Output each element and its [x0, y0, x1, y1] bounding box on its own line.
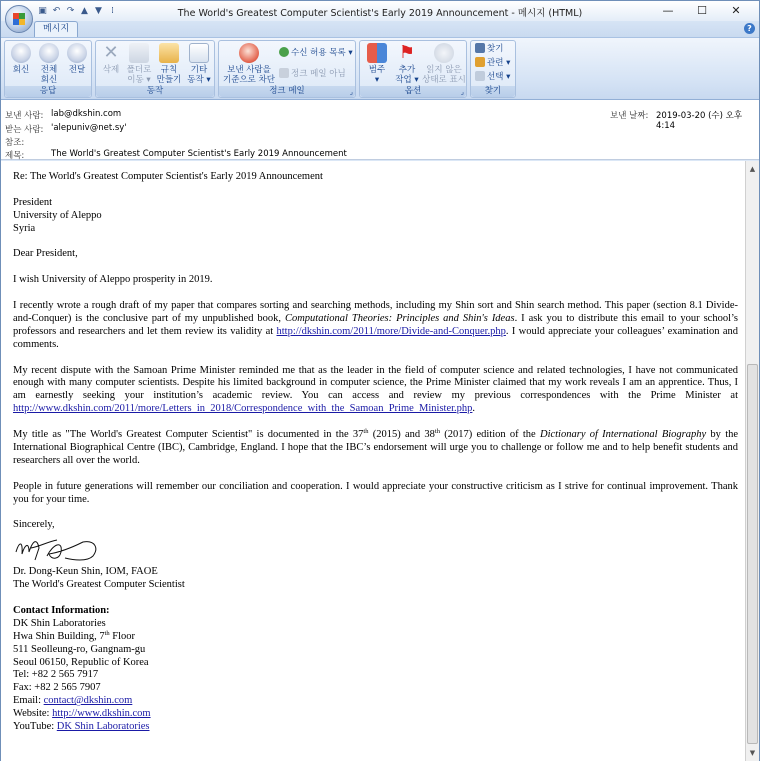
- p2-text-b: . I ask you to distribute this email to your school’s professors and researchers and let them review its validity at: [13, 312, 738, 337]
- contact-fax: Fax: +82 2 565 7907: [13, 682, 101, 694]
- reply-all-label-2: 회신: [40, 75, 58, 85]
- handwritten-signature: [13, 534, 103, 564]
- sent-label: 보낸 날짜:: [610, 111, 649, 121]
- group-actions: [95, 40, 215, 98]
- group-find-label: 찾기: [471, 86, 515, 97]
- p2-text-a: I recently wrote a rough draft of my paper that compares sorting and searching methods, including my Shin sort and Shin search method. This paper (section 8.1 Divide-and-Conquer) is the conclusive part of my unpublished book,: [13, 300, 738, 324]
- undo-icon[interactable]: ↶: [52, 6, 61, 16]
- block-label-1: 보낸 사람을: [227, 65, 271, 75]
- group-options-label: 옵션: [360, 86, 466, 97]
- follow-up-button[interactable]: [392, 43, 422, 85]
- safe-list-icon: [279, 47, 289, 57]
- other-label-1: 기타: [190, 65, 208, 75]
- book-title: Computational Theories: Principles and Shin's Ideas: [284, 312, 515, 324]
- create-rule-button[interactable]: [155, 43, 183, 85]
- reply-all-label-1: 전체: [40, 65, 58, 75]
- window-title: The World's Greatest Computer Scientist's Early 2019 Announcement - 메시지 (HTML): [177, 8, 583, 19]
- salutation: Dear President,: [13, 248, 78, 260]
- group-find: [470, 40, 516, 98]
- dialog-launcher-icon[interactable]: ⌟: [349, 88, 353, 96]
- group-junk-label: 정크 메일: [219, 86, 355, 97]
- save-icon[interactable]: ▣: [38, 6, 47, 16]
- safe-list-label: 수신 허용 목록 ▾: [291, 48, 353, 58]
- group-respond: [4, 40, 92, 98]
- contact-email-row: [13, 695, 738, 708]
- delete-icon: ✕: [103, 42, 119, 63]
- reply-button[interactable]: [7, 43, 35, 75]
- tab-message[interactable]: 메시지: [34, 21, 78, 37]
- forward-icon: [67, 43, 87, 63]
- move-label-2: 이동 ▾: [127, 75, 151, 85]
- reply-all-button[interactable]: [35, 43, 63, 85]
- delete-button[interactable]: [98, 43, 124, 75]
- scrollbar-thumb[interactable]: [747, 364, 758, 744]
- ordinal-sup: th: [363, 428, 369, 436]
- dictionary-title: Dictionary of International Biography: [539, 429, 707, 441]
- email-link[interactable]: contact@dkshin.com: [43, 695, 133, 707]
- reply-icon: [11, 43, 31, 63]
- find-button[interactable]: [475, 43, 503, 55]
- website-label: Website:: [13, 708, 53, 720]
- paragraph-2: [13, 300, 738, 352]
- p4-text-a: My title as "The World's Greatest Computer Scientist" is documented in the 37: [13, 429, 364, 441]
- move-label-1: 폴더로: [126, 65, 152, 75]
- window-controls: [651, 3, 753, 19]
- message-header: [1, 100, 759, 160]
- website-link[interactable]: http://www.dkshin.com: [52, 708, 151, 720]
- email-label: Email:: [13, 695, 44, 707]
- related-label: 관련 ▾: [487, 58, 511, 68]
- scroll-up-icon[interactable]: ▲: [749, 165, 756, 173]
- office-button[interactable]: [5, 5, 33, 33]
- floor-text: Floor: [109, 630, 136, 642]
- redo-icon[interactable]: ↷: [66, 6, 75, 16]
- help-icon[interactable]: ?: [744, 23, 755, 34]
- related-icon: [475, 57, 485, 67]
- customize-icon[interactable]: ⁞: [111, 6, 114, 16]
- other-actions-button[interactable]: [185, 43, 213, 85]
- other-actions-icon: [189, 43, 209, 63]
- rule-label-1: 규칙: [160, 65, 178, 75]
- ribbon: [1, 37, 759, 100]
- group-junk: [218, 40, 356, 98]
- rule-icon: [159, 43, 179, 63]
- re-line: Re: The World's Greatest Computer Scientist's Early 2019 Announcement: [13, 171, 323, 182]
- ribbon-tabs: [1, 21, 759, 37]
- unread-label-2: 상태로 표시: [422, 75, 466, 85]
- p4-text-b: (2015) and 38: [368, 429, 435, 441]
- paragraph-3: [13, 365, 738, 417]
- from-label: 보낸 사람:: [5, 111, 44, 121]
- follow-up-label-2: 작업 ▾: [395, 75, 419, 85]
- block-sender-icon: [239, 43, 259, 63]
- contact-org: DK Shin Laboratories: [13, 617, 106, 629]
- cursor-icon: [475, 71, 485, 81]
- not-junk-button[interactable]: [279, 68, 346, 80]
- youtube-link[interactable]: DK Shin Laboratories: [56, 721, 150, 733]
- title-bar: [1, 1, 759, 21]
- dialog-launcher-icon[interactable]: ⌟: [460, 88, 464, 96]
- contact-address-2: Seoul 06150, Republic of Korea: [13, 656, 149, 668]
- forward-label: 전달: [68, 65, 86, 75]
- categorize-icon: [367, 43, 387, 63]
- message-body: [1, 161, 745, 761]
- subject-label: 제목:: [5, 151, 25, 161]
- ordinal-sup: th: [104, 629, 110, 637]
- reply-all-icon: [39, 43, 59, 63]
- recipient-block: [13, 197, 738, 236]
- ordinal-sup: th: [434, 428, 440, 436]
- building-text: Hwa Shin Building, 7: [13, 630, 105, 642]
- forward-button[interactable]: [63, 43, 91, 75]
- divide-conquer-link[interactable]: http://dkshin.com/2011/more/Divide-and-Conquer.php: [276, 325, 506, 337]
- categorize-label-1: 범주: [368, 65, 386, 75]
- not-junk-icon: [279, 68, 289, 78]
- categorize-button[interactable]: [362, 43, 392, 85]
- other-label-2: 동작 ▾: [187, 75, 211, 85]
- contact-address-1: 511 Seolleung-ro, Gangnam-gu: [13, 643, 146, 655]
- down-icon[interactable]: ▼: [95, 6, 102, 16]
- flag-icon: ⚑: [398, 42, 416, 63]
- select-button[interactable]: [475, 71, 510, 83]
- not-junk-label: 정크 메일 아님: [291, 69, 346, 79]
- paragraph-1: I wish University of Aleppo prosperity in 2019.: [13, 274, 213, 286]
- contact-youtube-row: [13, 721, 738, 734]
- minimize-button[interactable]: —: [662, 4, 674, 17]
- signature-title: The World's Greatest Computer Scientist: [13, 579, 185, 591]
- closing: Sincerely,: [13, 519, 55, 531]
- safe-list-button[interactable]: [279, 47, 353, 59]
- reply-label: 회신: [12, 65, 30, 75]
- binoculars-icon: [475, 43, 485, 53]
- sent-value: 2019-03-20 (수) 오후 4:14: [656, 111, 743, 131]
- mark-unread-icon: [434, 43, 454, 63]
- recipient-title: President: [13, 196, 53, 208]
- subject-value: The World's Greatest Computer Scientist's Early 2019 Announcement: [51, 149, 347, 159]
- correspondence-link[interactable]: http://www.dkshin.com/2011/more/Letters_in_2018/Correspondence_with_the_Samoan_Prime_Minister.php: [13, 403, 473, 415]
- paragraph-4: [13, 429, 738, 468]
- p2-text-c: . I would appreciate your colleagues’ examination and comments.: [13, 325, 738, 350]
- categorize-label-2: ▾: [374, 75, 380, 85]
- group-options: [359, 40, 467, 98]
- p4-text-d: by the International Biographical Centre (IBC), Cambridge, England. I hope that the IBC’s endorsement will urge you to challenge or follow me and to help benefit students and researchers all over the world.: [13, 429, 739, 466]
- maximize-button[interactable]: ☐: [697, 4, 707, 17]
- contact-website-row: [13, 708, 738, 721]
- group-actions-label: 동작: [96, 86, 214, 97]
- paragraph-5: People in future generations will remember our conciliation and cooperation. I would appreciate your constructive criticism as I strive for continual improvement. Thank you for your time.: [13, 480, 738, 505]
- signature-name: Dr. Dong-Keun Shin, IOM, FAOE: [13, 566, 158, 578]
- youtube-label: YouTube:: [13, 721, 57, 733]
- move-folder-icon: [129, 43, 149, 63]
- p4-text-c: (2017) edition of the: [439, 429, 540, 441]
- recipient-org: University of Aleppo: [13, 209, 102, 221]
- group-respond-label: 응답: [5, 86, 91, 97]
- scroll-down-icon[interactable]: ▼: [749, 749, 756, 757]
- select-label: 선택 ▾: [487, 72, 511, 82]
- related-button[interactable]: [475, 57, 510, 69]
- follow-up-label-1: 추가: [398, 65, 416, 75]
- delete-label: 삭제: [102, 65, 120, 75]
- find-label: 찾기: [487, 44, 504, 54]
- mark-unread-button[interactable]: [422, 43, 466, 85]
- rule-label-2: 만들기: [156, 75, 182, 85]
- up-icon[interactable]: ▲: [81, 6, 88, 16]
- close-button[interactable]: ✕: [731, 4, 741, 17]
- contact-tel: Tel: +82 2 565 7917: [13, 669, 99, 681]
- block-label-2: 기준으로 차단: [223, 75, 275, 85]
- contact-building: [13, 631, 738, 644]
- move-to-folder-button[interactable]: [125, 43, 153, 85]
- block-sender-button[interactable]: [221, 43, 277, 85]
- cc-label: 참조:: [5, 138, 25, 148]
- to-label: 받는 사람:: [5, 125, 44, 135]
- from-value[interactable]: lab@dkshin.com: [51, 109, 122, 119]
- to-value[interactable]: 'alepuniv@net.sy': [51, 123, 127, 133]
- p3-text-b: .: [472, 403, 476, 415]
- p3-text-a: My recent dispute with the Samoan Prime Minister reminded me that as the leader in the field of computer science and related technologies, I have not communicated enough with many computer scientists. Despite his limited background in computer science, the Prime Minister claimed that my work reveals I am an apprentice. Thus, I am earnestly seeking your institution’s academic review. You can access and review my previous correspondences with the Prime Minister at: [13, 364, 738, 402]
- vertical-scrollbar[interactable]: [745, 161, 759, 761]
- recipient-country: Syria: [13, 222, 36, 234]
- unread-label-1: 읽지 않은: [426, 65, 462, 75]
- contact-heading: Contact Information:: [13, 604, 110, 616]
